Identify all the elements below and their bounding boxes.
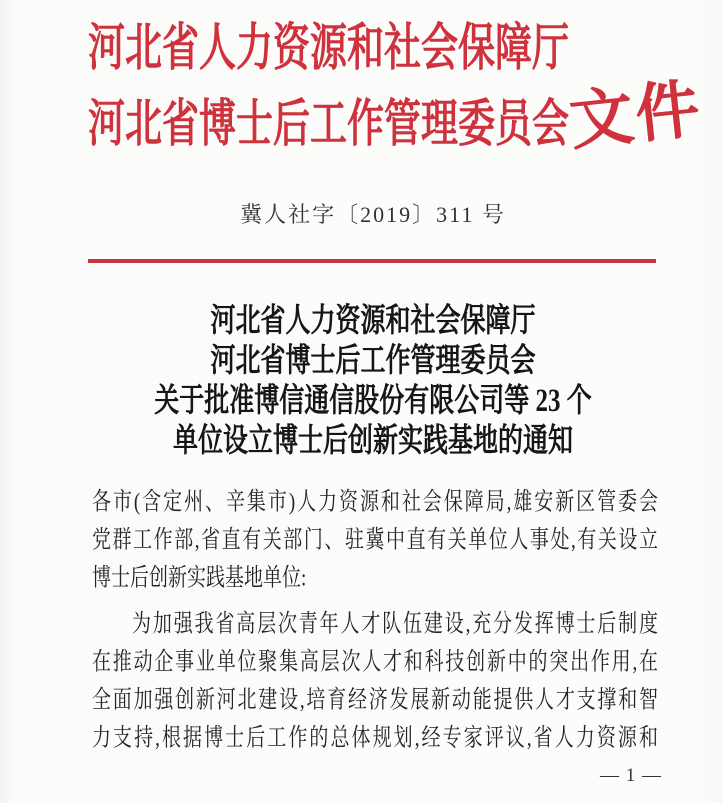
letterhead-doc-type-label: 文件 (566, 73, 705, 158)
body-line-p2-2: 在推动企事业单位聚集高层次人才和科技创新中的突出作用,在 (92, 648, 658, 676)
body-line-p2-4: 力支持,根据博士后工作的总体规划,经专家评议,省人力资源和 (92, 724, 658, 752)
title-line-4: 单位设立博士后创新实践基地的通知 (172, 423, 573, 459)
letterhead-org-line-1: 河北省人力资源和社会保障厅 (88, 21, 569, 78)
body-line-p1-1: 各市(含定州、辛集市)人力资源和社会保障局,雄安新区管委会 (92, 488, 658, 516)
document-title (88, 302, 658, 462)
letterhead-org-line-2: 河北省博士后工作管理委员会 (88, 97, 569, 154)
body-line-p2-3: 全面加强创新河北建设,培育经济发展新动能提供人才支撑和智 (92, 686, 658, 714)
letterhead-org-names (88, 12, 569, 164)
red-separator-rule (88, 259, 656, 263)
body-line-p1-3: 博士后创新实践基地单位: (92, 564, 307, 592)
title-line-3: 关于批准博信通信股份有限公司等 23 个 (154, 383, 592, 419)
body-line-p1-2: 党群工作部,省直有关部门、驻冀中直有关单位人事处,有关设立 (92, 526, 658, 554)
page-number: — 1 — (600, 765, 662, 786)
doc-number: 冀人社字〔2019〕311 号 (240, 202, 506, 227)
title-line-1: 河北省人力资源和社会保障厅 (210, 303, 536, 339)
letterhead (88, 12, 705, 164)
title-line-2: 河北省博士后工作管理委员会 (210, 343, 536, 379)
body-line-p2-1: 为加强我省高层次青年人才队伍建设,充分发挥博士后制度 (132, 610, 658, 638)
document-body (92, 484, 658, 758)
